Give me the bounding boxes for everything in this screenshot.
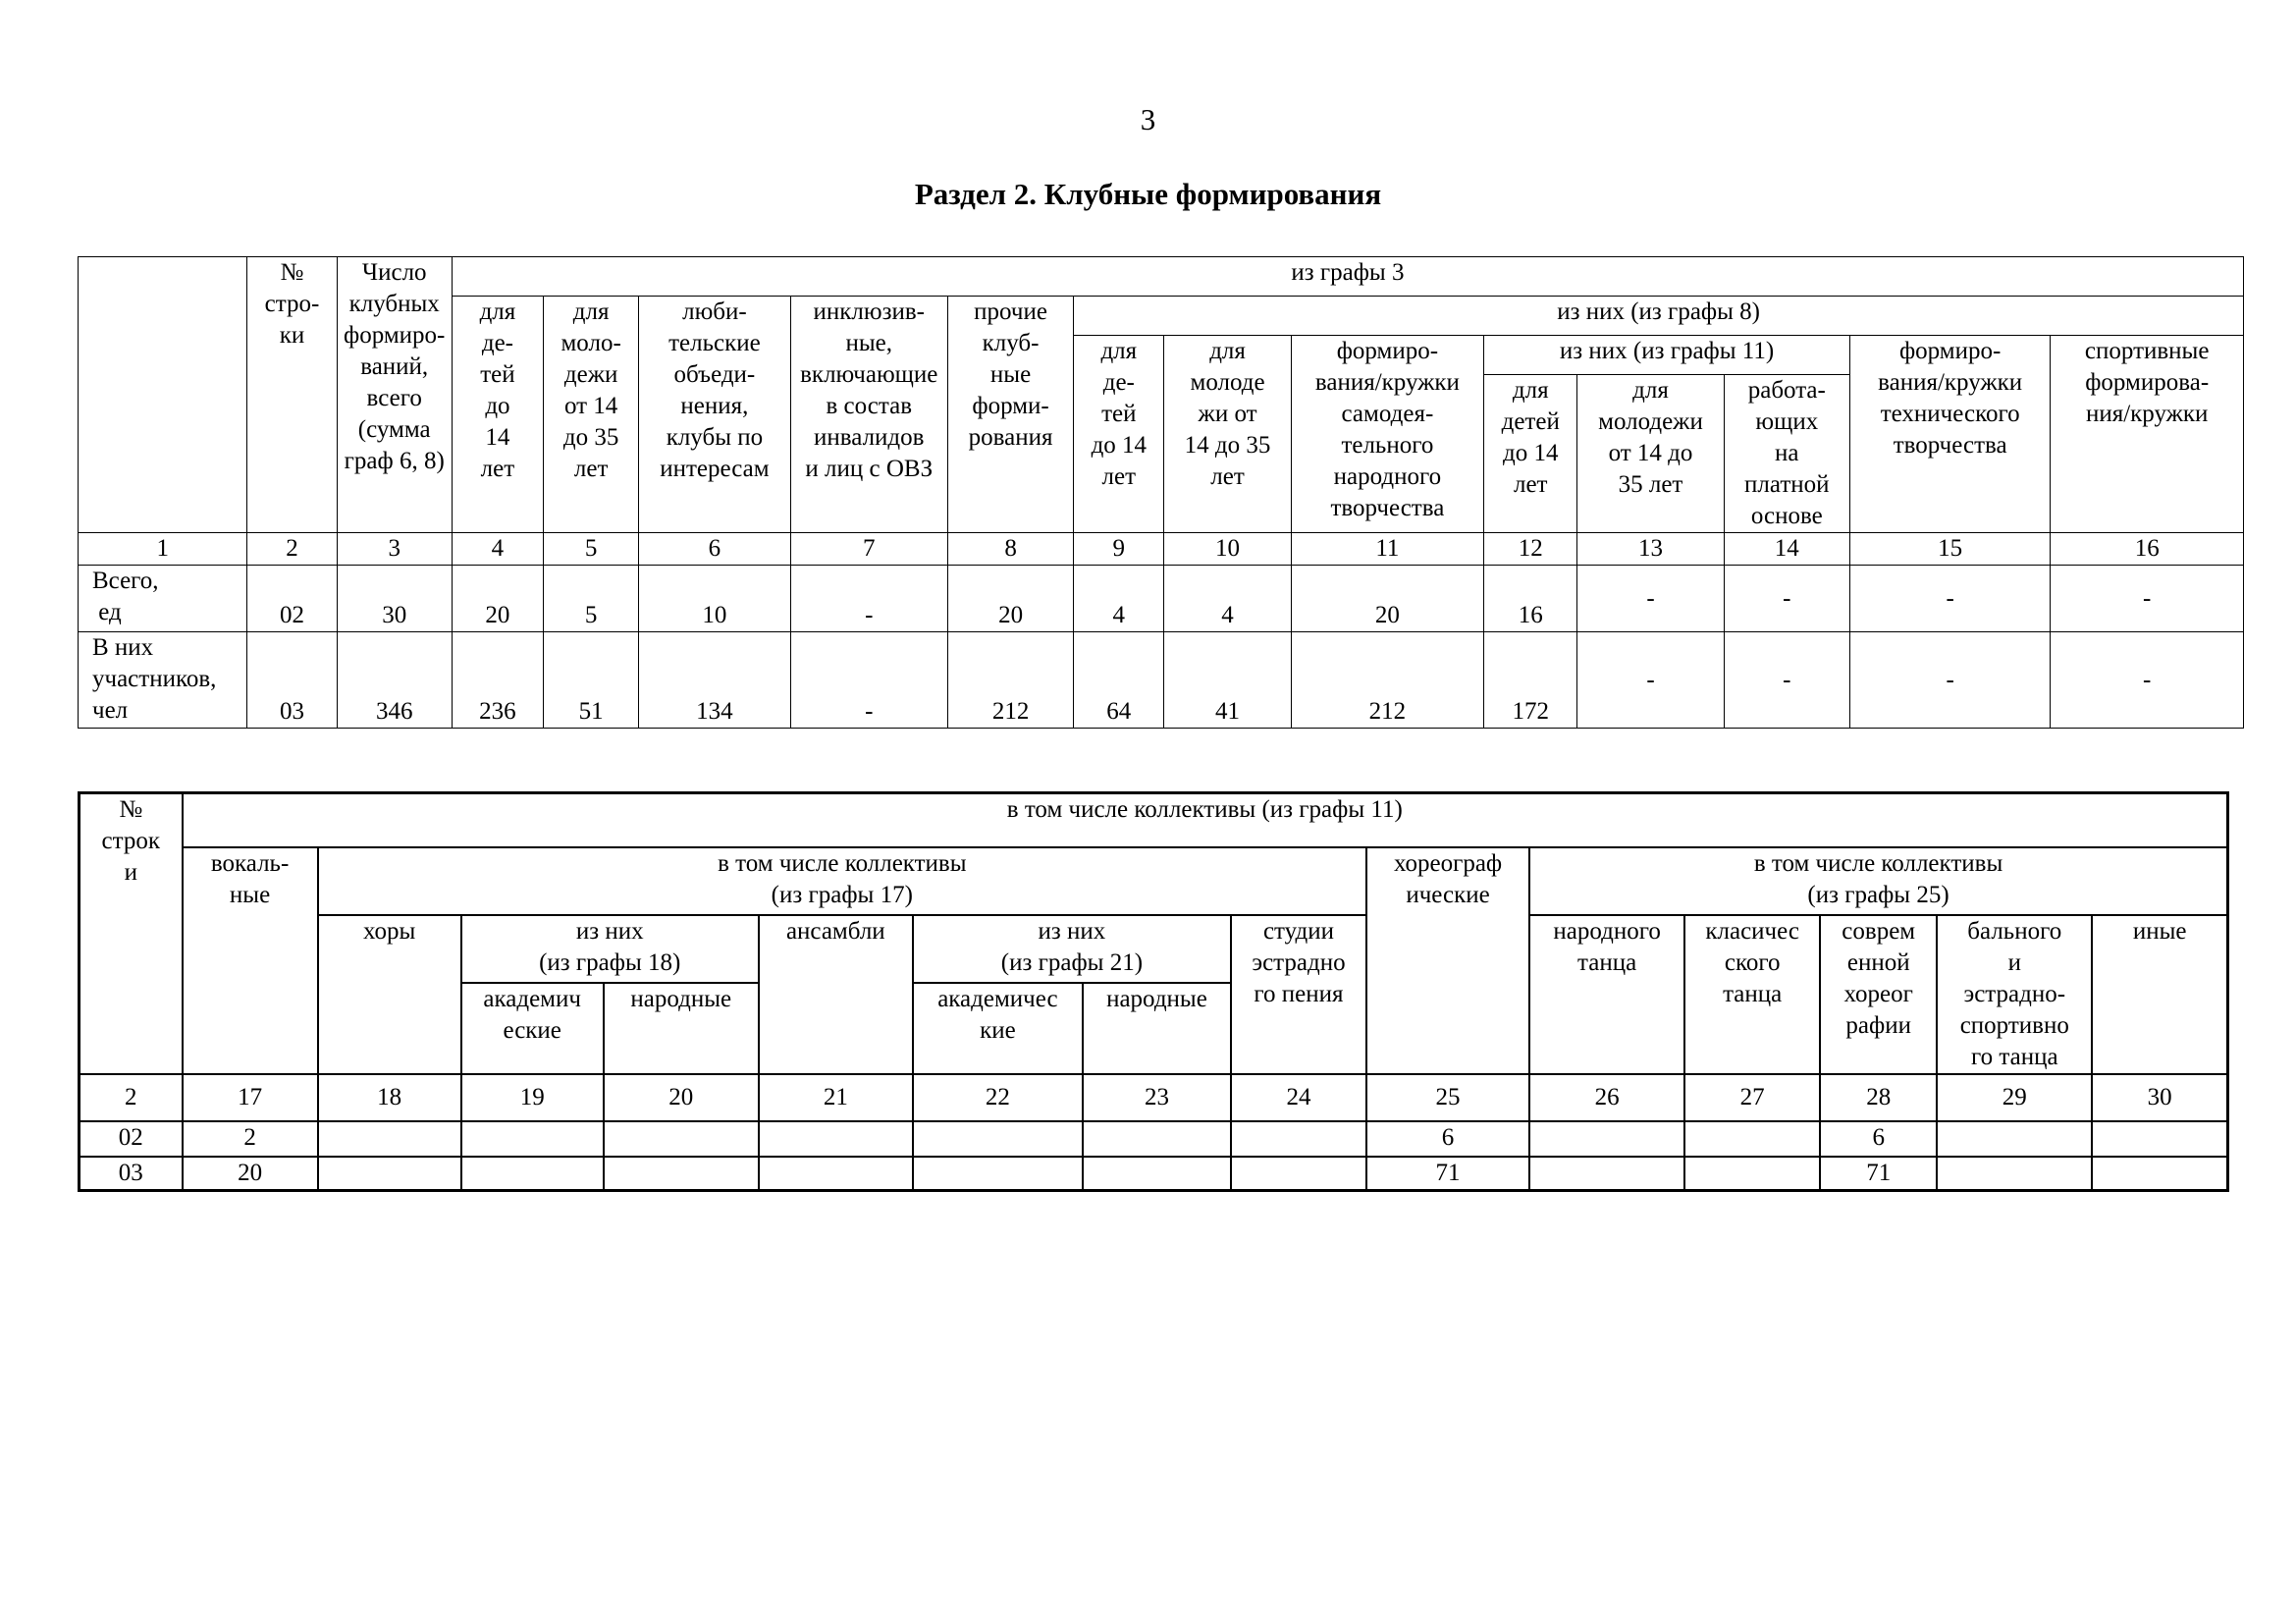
header-inclusive: инклюзив- ные, включающие в состав инвалидов и лиц с ОВЗ — [790, 297, 947, 533]
table-cell: 51 — [544, 632, 639, 729]
table-cell: 346 — [337, 632, 452, 729]
table-cell: - — [2051, 632, 2244, 729]
column-number: 30 — [2092, 1074, 2227, 1121]
table-cell: 5 — [544, 566, 639, 632]
table-cell: - — [1577, 632, 1724, 729]
header-total-formations: Число клубных формиро- ваний, всего (сумма граф 6, 8) — [337, 257, 452, 533]
table-cell: 71 — [1366, 1157, 1529, 1191]
header-folk-dance: народного танца — [1529, 915, 1684, 1074]
table-cell — [1937, 1157, 2092, 1191]
table-cell: 02 — [80, 1121, 183, 1157]
table-cell — [1529, 1121, 1684, 1157]
header-children: для де- тей до 14 лет — [452, 297, 543, 533]
section-title: Раздел 2. Клубные формирования — [914, 177, 1382, 211]
table-cell: 6 — [1820, 1121, 1937, 1157]
table-cell: 30 — [337, 566, 452, 632]
column-number: 24 — [1231, 1074, 1366, 1121]
header-children-11: для детей до 14 лет — [1484, 375, 1577, 533]
column-number: 5 — [544, 533, 639, 566]
header-row-number: № строк и — [80, 793, 183, 1074]
table-cell — [1684, 1157, 1820, 1191]
row-label: В них участников, чел — [79, 632, 247, 729]
table-cell — [461, 1121, 604, 1157]
column-number: 14 — [1724, 533, 1849, 566]
club-formations-table — [78, 256, 2244, 729]
header-choreographic: хореограф ические — [1366, 847, 1529, 1074]
table-cell: 134 — [639, 632, 790, 729]
header-modern-choreography: соврем енной хореог рафии — [1820, 915, 1937, 1074]
table-cell — [1083, 1157, 1231, 1191]
column-number: 2 — [247, 533, 337, 566]
header-folk-creativity: формиро- вания/кружки самодея- тельного народного творчества — [1291, 336, 1483, 533]
table-cell — [913, 1121, 1083, 1157]
table-cell — [604, 1121, 759, 1157]
table-cell: 02 — [247, 566, 337, 632]
column-number: 20 — [604, 1074, 759, 1121]
header-of-column-11: в том числе коллективы (из графы 11) — [183, 793, 2228, 847]
table-cell: 03 — [80, 1157, 183, 1191]
table-cell: 2 — [183, 1121, 318, 1157]
table-cell — [604, 1157, 759, 1191]
header-of-column-18: из них (из графы 18) — [461, 915, 759, 984]
column-number: 4 — [452, 533, 543, 566]
column-number: 2 — [80, 1074, 183, 1121]
table-cell — [913, 1157, 1083, 1191]
column-number: 15 — [1849, 533, 2050, 566]
table-cell: - — [790, 566, 947, 632]
row-label-header — [79, 257, 247, 533]
column-number-row — [80, 1074, 2228, 1121]
header-of-column-17: в том числе коллективы (из графы 17) — [318, 847, 1366, 915]
header-row-number: № стро- ки — [247, 257, 337, 533]
table-cell: 236 — [452, 632, 543, 729]
table-row — [79, 566, 2244, 632]
header-of-column-11: из них (из графы 11) — [1484, 336, 1850, 375]
header-folk-21: народные — [1083, 983, 1231, 1073]
column-number: 13 — [1577, 533, 1724, 566]
column-number: 7 — [790, 533, 947, 566]
header-academic-21: академичес кие — [913, 983, 1083, 1073]
header-classical-dance: класичес ского танца — [1684, 915, 1820, 1074]
column-number: 25 — [1366, 1074, 1529, 1121]
header-youth-8: для молоде жи от 14 до 35 лет — [1164, 336, 1291, 533]
header-of-column-3: из графы 3 — [452, 257, 2243, 297]
table-cell: - — [790, 632, 947, 729]
column-number: 9 — [1074, 533, 1164, 566]
column-number: 27 — [1684, 1074, 1820, 1121]
column-number: 29 — [1937, 1074, 2092, 1121]
table-cell — [759, 1121, 913, 1157]
table-cell: - — [1849, 566, 2050, 632]
table-cell: - — [2051, 566, 2244, 632]
table-cell: 16 — [1484, 566, 1577, 632]
table-cell — [1937, 1121, 2092, 1157]
header-youth-11: для молодежи от 14 до 35 лет — [1577, 375, 1724, 533]
header-sport-formations: спортивные формирова- ния/кружки — [2051, 336, 2244, 533]
table-row — [80, 1157, 2228, 1191]
table-cell: 41 — [1164, 632, 1291, 729]
column-number: 10 — [1164, 533, 1291, 566]
table-cell: 4 — [1164, 566, 1291, 632]
column-number: 19 — [461, 1074, 604, 1121]
header-choirs: хоры — [318, 915, 461, 1074]
header-amateur-associations: люби- тельские объеди- нения, клубы по интересам — [639, 297, 790, 533]
column-number: 3 — [337, 533, 452, 566]
header-technical-creativity: формиро- вания/кружки технического творчества — [1849, 336, 2050, 533]
header-children-8: для де- тей до 14 лет — [1074, 336, 1164, 533]
table-cell: 64 — [1074, 632, 1164, 729]
header-other-formations: прочие клуб- ные форми- рования — [947, 297, 1073, 533]
table-cell: 172 — [1484, 632, 1577, 729]
column-number: 26 — [1529, 1074, 1684, 1121]
table-cell — [1529, 1157, 1684, 1191]
header-of-column-8: из них (из графы 8) — [1074, 297, 2244, 336]
column-number: 22 — [913, 1074, 1083, 1121]
header-pop-singing-studios: студии эстрадно го пения — [1231, 915, 1366, 1074]
table-cell: 20 — [1291, 566, 1483, 632]
table-row — [79, 632, 2244, 729]
header-academic-18: академич еские — [461, 983, 604, 1073]
table-cell: 20 — [183, 1157, 318, 1191]
column-number: 21 — [759, 1074, 913, 1121]
page-number: 3 — [1140, 102, 1156, 136]
table-cell — [2092, 1121, 2227, 1157]
table-cell: - — [1724, 566, 1849, 632]
header-folk-18: народные — [604, 983, 759, 1073]
header-vocal: вокаль- ные — [183, 847, 318, 1074]
table-cell: 212 — [947, 632, 1073, 729]
table-cell: 03 — [247, 632, 337, 729]
header-ensembles: ансамбли — [759, 915, 913, 1074]
column-number: 16 — [2051, 533, 2244, 566]
column-number: 23 — [1083, 1074, 1231, 1121]
row-label: Всего, ед — [79, 566, 247, 632]
table-cell — [1083, 1121, 1231, 1157]
table-cell: 20 — [947, 566, 1073, 632]
collectives-table — [78, 791, 2229, 1192]
table-cell: - — [1849, 632, 2050, 729]
table-cell: - — [1577, 566, 1724, 632]
table-cell — [461, 1157, 604, 1191]
table-cell — [759, 1157, 913, 1191]
column-number: 8 — [947, 533, 1073, 566]
column-number: 18 — [318, 1074, 461, 1121]
table-cell — [318, 1121, 461, 1157]
header-of-column-21: из них (из графы 21) — [913, 915, 1231, 984]
table-cell — [2092, 1157, 2227, 1191]
table-cell: 20 — [452, 566, 543, 632]
header-ballroom-dance: бального и эстрадно- спортивно го танца — [1937, 915, 2092, 1074]
column-number: 28 — [1820, 1074, 1937, 1121]
column-number: 6 — [639, 533, 790, 566]
header-other: иные — [2092, 915, 2227, 1074]
header-youth: для моло- дежи от 14 до 35 лет — [544, 297, 639, 533]
column-number: 11 — [1291, 533, 1483, 566]
table-row — [80, 1121, 2228, 1157]
table-cell: 71 — [1820, 1157, 1937, 1191]
table-cell: 10 — [639, 566, 790, 632]
header-of-column-25: в том числе коллективы (из графы 25) — [1529, 847, 2227, 915]
column-number-row — [79, 533, 2244, 566]
header-paid-basis: работа- ющих на платной основе — [1724, 375, 1849, 533]
table-cell — [1231, 1121, 1366, 1157]
table-cell: 212 — [1291, 632, 1483, 729]
table-cell — [318, 1157, 461, 1191]
table-cell: 6 — [1366, 1121, 1529, 1157]
column-number: 1 — [79, 533, 247, 566]
table-cell: 4 — [1074, 566, 1164, 632]
column-number: 17 — [183, 1074, 318, 1121]
column-number: 12 — [1484, 533, 1577, 566]
table-cell — [1684, 1121, 1820, 1157]
table-cell: - — [1724, 632, 1849, 729]
table-cell — [1231, 1157, 1366, 1191]
